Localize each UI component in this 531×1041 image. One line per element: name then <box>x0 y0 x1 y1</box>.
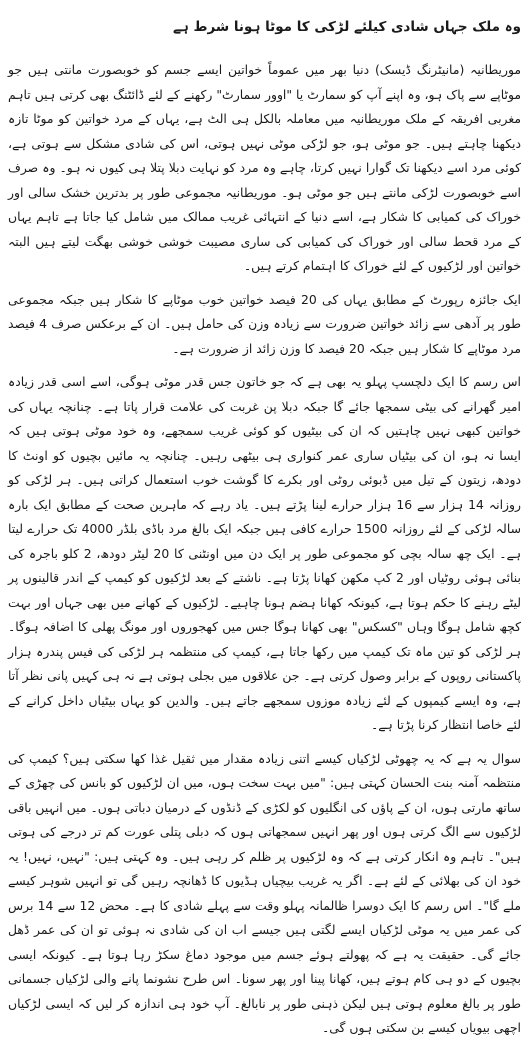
article-paragraph-1: موریطانیہ (مانیٹرنگ ڈیسک) دنیا بھر میں عموماً خواتین ایسے جسم کو خوبصورت مانتی ہیں جو موٹاپے سے پاک ہو، وہ اپنے آپ کو سمارٹ یا "اوور سمارٹ" رکھنے کے لئے ڈائٹنگ بھی کرتی ہیں تاہم مغربی افریقہ کے ملک موریطانیہ میں معاملہ بالکل ہی الٹ ہے، یہاں کے مرد خواتین کو موٹا تازہ دیکھنا چاہتے ہیں۔ جو موٹی ہو، جو لڑکی موٹی نہیں ہوتی، اس کی شادی مشکل سے ہوتی ہے، کوئی مرد اسے دیکھنا تک گوارا نہیں کرتا، چاہے وہ مرد کو نہایت دبلا پتلا ہی کیوں نہ ہو۔ وہ صرف اسے خوبصورت لڑکی مانتے ہیں جو موٹی ہو۔ موریطانیہ مجموعی طور پر بدترین خشک سالی اور خوراک کی کمیابی کا شکار ہے، اسے دنیا کے انتہائی غریب ممالک میں شامل کیا جاتا ہے تاہم یہاں کے مرد قحط سالی اور خوراک کی کمیابی کی ساری مصیبت خوشی خوشی بھگت لیتے ہیں البتہ خواتین اور لڑکیوں کے لئے خوراک کا اہتمام کرتے ہیں۔ <box>8 62 521 273</box>
article-paragraph-3: اس رسم کا ایک دلچسپ پہلو یہ بھی ہے کہ جو خاتون جس قدر موٹی ہوگی، اسے اسی قدر زیادہ امیر گھرانے کی بیٹی سمجھا جائے گا جبکہ دبلا پن غربت کی علامت قرار پاتا ہے۔ چنانچہ یہاں کی خواتین کبھی نہیں چاہتیں کہ ان کی بیٹیوں کو کوئی غریب سمجھے، وہ خود موٹی ہوتی ہیں کہ ایسا نہ ہو، ان کی بیٹیاں ساری عمر کنواری ہی بیٹھی رہیں۔ چنانچہ یہ مائیں بچیوں کو اونٹ کا دودھ، زیتون کے تیل میں ڈبوئی روٹی اور بکرے کا گوشت خوب استعمال کراتی ہیں۔ ہر لڑکی کو روزانہ 14 ہزار سے 16 ہزار حرارے لینا پڑتے ہیں۔ یاد رہے کہ ماہرین صحت کے مطابق ایک بارہ سالہ لڑکی کے لئے روزانہ 1500 حرارے کافی ہیں جبکہ ایک بالغ مرد باڈی بلڈر 4000 تک حرارے لیتا ہے۔ ایک چھ سالہ بچی کو مجموعی طور پر ایک دن میں اونٹنی کا 20 لیٹر دودھ، 2 کلو باجرہ کی بنائی ہوئی روٹیاں اور 2 کپ مکھن کھانا پڑتا ہے۔ ناشتے کے بعد لڑکیوں کو کیمپ کے اندر قالینوں پر لیٹے رہنے کا حکم ہوتا ہے، کیونکہ کھانا ہضم ہونا چاہیے۔ لڑکیوں کے کھانے میں بھی جہاں اور بہت کچھ شامل ہوگا وہاں "کسکس" بھی کھانا ہوگا جس میں کھجوروں اور مونگ پھلی کا اضافہ ہوگا۔ ہر لڑکی کو تین ماہ تک کیمپ میں رکھا جاتا ہے، کیمپ کی منتظمہ ہر لڑکی کی فیس پندرہ ہزار پاکستانی روپوں کے برابر وصول کرتی ہے۔ جن علاقوں میں بجلی ہوتی ہے نہ ہی کہیں پانی نظر آتا ہے، وہ ایسے کیمپوں کے لئے زیادہ موزوں سمجھے جاتے ہیں۔ والدین کو یہاں بیٹیاں داخل کرانے کے لئے خاصا انتظار کرنا پڑتا ہے۔ <box>8 374 522 732</box>
article-headline: وہ ملک جہاں شادی کیلئے لڑکی کا موٹا ہونا شرط ہے <box>172 19 521 35</box>
article-paragraph-4: سوال یہ ہے کہ یہ چھوٹی لڑکیاں کیسے اتنی زیادہ مقدار میں ثقیل غذا کھا سکتی ہیں؟ کیمپ کی منتظمہ آمنہ بنت الحسان کہتی ہیں: "میں بہت سخت ہوں، میں ان لڑکیوں کو بانس کی چھڑی کے ساتھ مارتی ہوں، ان کے پاؤں کی انگلیوں کو لکڑی کے ڈنڈوں کے درمیان دباتی ہوں۔ میں انہیں باقی لڑکیوں سے الگ کرتی ہوں اور پھر انہیں سمجھاتی ہوں کہ دبلی پتلی عورت کم تر درجے کی ہوتی ہیں"۔ تاہم وہ انکار کرتی ہے کہ وہ لڑکیوں پر ظلم کر رہی ہیں۔ وہ کہتی ہیں: "نہیں، نہیں! یہ خود ان کی بھلائی کے لئے ہے۔ اگر یہ غریب بیچیاں ہڈیوں کا ڈھانچہ رہیں گی تو انہیں شوہر کیسے ملے گا"۔ اس رسم کا ایک دوسرا ظالمانہ پہلو وقت سے پہلے شادی کا ہے۔ محض 12 سے 14 برس کی عمر میں یہ موٹی لڑکیاں ایسے لگتی ہیں جیسے اب ان کی شادی نہ ہوئی تو ان کی عمر ڈھل جائے گی۔ حقیقت یہ ہے کہ پھولتے ہوئے جسم میں موجود دماغ سکڑ رہا ہوتا ہے۔ کیونکہ ایسی بچیوں کے دو ہی کام ہوتے ہیں، کھانا پینا اور پھر سونا۔ اس طرح نشونما پانے والی لڑکیاں جسمانی طور پر بالغ معلوم ہوتی ہیں لیکن ذہنی طور پر نابالغ۔ آپ خود ہی اندازہ کر لیں کہ ایسی لڑکیاں اچھی بیویاں کیسے بن سکتی ہوں گی۔ <box>8 750 521 1035</box>
article-paragraph-2: ایک جائزہ رپورٹ کے مطابق یہاں کی 20 فیصد خواتین خوب موٹاپے کا شکار ہیں جبکہ مجموعی طور پر آدھی سے زائد خواتین ضرورت سے زیادہ وزن کی حامل ہیں۔ ان کے برعکس صرف 4 فیصد مرد موٹاپے کا شکار ہیں جبکہ 20 فیصد کا وزن زائد از ضرورت ہے۔ <box>8 291 522 356</box>
